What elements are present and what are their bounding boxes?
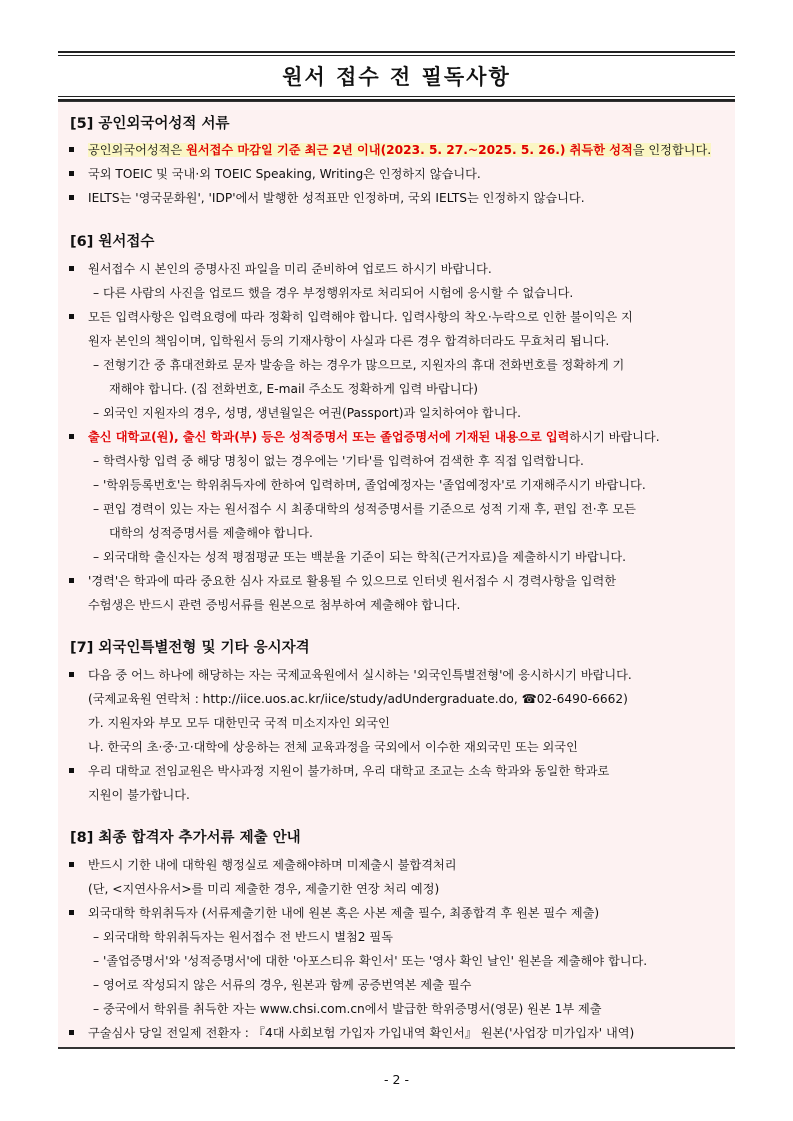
s5-line-2: 국외 TOEIC 및 국내·외 TOEIC Speaking, Writing은 인정하지 않습니다. (88, 167, 481, 181)
s7-line-3: 가. 지원자와 부모 모두 대한민국 국적 미소지자인 외국인 (88, 716, 390, 730)
s6-line-10: – '학위등록번호'는 학위취득자에 한하여 입력하며, 졸업예정자는 '졸업예정자'로 기재해주시기 바랍니다. (93, 478, 646, 492)
bullet-icon (69, 147, 74, 152)
bullet-icon (69, 672, 74, 677)
s7-line-6: 지원이 불가합니다. (88, 788, 190, 802)
s7-line-2: (국제교육원 연락처 : http://iice.uos.ac.kr/iice/study/adUndergraduate.do, ☎02-6490-6662) (88, 692, 628, 706)
section-7-heading: [7] 외국인특별전형 및 기타 응시자격 (70, 640, 310, 656)
s6-line-13: – 외국대학 출신자는 성적 평점평균 또는 백분율 기준이 되는 학칙(근거자료)을 제출하시기 바랍니다. (93, 550, 627, 564)
s6-line-6: 재해야 합니다. (집 전화번호, E-mail 주소도 정확하게 입력 바랍니다) (109, 382, 479, 396)
s5-line-1: 공인외국어성적은 원서접수 마감일 기준 최근 2년 이내(2023. 5. 27.~2025. 5. 26.) 취득한 성적을 인정합니다. (88, 143, 712, 157)
s6-line-12: 대학의 성적증명서를 제출해야 합니다. (109, 526, 313, 540)
bullet-icon (69, 768, 74, 773)
s6-line-1: 원서접수 시 본인의 증명사진 파일을 미리 준비하여 업로드 하시기 바랍니다. (88, 262, 492, 276)
s8-line-8: 구술심사 당일 전일제 전환자 : 『4대 사회보험 가입자 가입내역 확인서』 원본('사업장 미가입자' 내역) (88, 1026, 635, 1040)
s8-line-3: 외국대학 학위취득자 (서류제출기한 내에 원본 혹은 사본 제출 필수, 최종합격 후 원본 필수 제출) (88, 906, 600, 920)
s6-line-14: '경력'은 학과에 따라 중요한 심사 자료로 활용될 수 있으므로 인터넷 원서접수 시 경력사항을 입력한 (88, 574, 616, 588)
bullet-icon (69, 578, 74, 583)
bullet-icon (69, 171, 74, 176)
bullet-icon (69, 1030, 74, 1035)
s8-line-5: – '졸업증명서'와 '성적증명서'에 대한 '아포스티유 확인서' 또는 '영사 확인 날인' 원본을 제출해야 합니다. (93, 954, 648, 968)
bullet-icon (69, 266, 74, 271)
page-title: 원서 접수 전 필독사항 (58, 55, 735, 97)
s8-line-4: – 외국대학 학위취득자는 원서접수 전 반드시 별첨2 필독 (93, 930, 393, 944)
s6-line-8: 출신 대학교(원), 출신 학과(부) 등은 성적증명서 또는 졸업증명서에 기재된 내용으로 입력하시기 바랍니다. (88, 430, 660, 444)
s6-line-4: 원자 본인의 책임이며, 입학원서 등의 기재사항이 사실과 다른 경우 합격하더라도 무효처리 됩니다. (88, 334, 610, 348)
bullet-icon (69, 314, 74, 319)
s5-line-3: IELTS는 '영국문화원', 'IDP'에서 발행한 성적표만 인정하며, 국외 IELTS는 인정하지 않습니다. (88, 191, 585, 205)
title-box (58, 51, 735, 101)
section-5-heading: [5] 공인외국어성적 서류 (70, 116, 230, 132)
s7-line-4: 나. 한국의 초·중·고·대학에 상응하는 전체 교육과정을 국외에서 이수한 재외국민 또는 외국인 (88, 740, 578, 754)
bullet-icon (69, 434, 74, 439)
section-8-heading: [8] 최종 합격자 추가서류 제출 안내 (70, 830, 301, 846)
s8-line-7: – 중국에서 학위를 취득한 자는 www.chsi.com.cn에서 발급한 학위증명서(영문) 원본 1부 제출 (93, 1002, 602, 1016)
bullet-icon (69, 910, 74, 915)
s6-line-7: – 외국인 지원자의 경우, 성명, 생년월일은 여권(Passport)과 일치하여야 합니다. (93, 406, 522, 420)
bullet-icon (69, 195, 74, 200)
bullet-icon (69, 862, 74, 867)
s8-line-1: 반드시 기한 내에 대학원 행정실로 제출해야하며 미제출시 불합격처리 (88, 858, 457, 872)
s7-line-5: 우리 대학교 전임교원은 박사과정 지원이 불가하며, 우리 대학교 조교는 소속 학과와 동일한 학과로 (88, 764, 610, 778)
page-number: - 2 - (384, 1072, 409, 1087)
s6-line-3: 모든 입력사항은 입력요령에 따라 정확히 입력해야 합니다. 입력사항의 착오·누락으로 인한 불이익은 지 (88, 310, 633, 324)
s7-line-1: 다음 중 어느 하나에 해당하는 자는 국제교육원에서 실시하는 '외국인특별전형'에 응시하시기 바랍니다. (88, 668, 632, 682)
section-6-heading: [6] 원서접수 (70, 234, 155, 250)
s8-line-6: – 영어로 작성되지 않은 서류의 경우, 원본과 함께 공증번역본 제출 필수 (93, 978, 472, 992)
s8-line-2: (단, <지연사유서>를 미리 제출한 경우, 제출기한 연장 처리 예정) (88, 882, 440, 896)
s6-line-5: – 전형기간 중 휴대전화로 문자 발송을 하는 경우가 많으므로, 지원자의 휴대 전화번호를 정확하게 기 (93, 358, 625, 372)
s6-line-9: – 학력사항 입력 중 해당 명칭이 없는 경우에는 '기타'를 입력하여 검색한 후 직접 입력합니다. (93, 454, 584, 468)
s6-line-2: – 다른 사람의 사진을 업로드 했을 경우 부정행위자로 처리되어 시험에 응시할 수 없습니다. (93, 286, 574, 300)
s6-line-15: 수험생은 반드시 관련 증빙서류를 원본으로 첨부하여 제출해야 합니다. (88, 598, 461, 612)
s6-line-11: – 편입 경력이 있는 자는 원서접수 시 최종대학의 성적증명서를 기준으로 성적 기재 후, 편입 전·후 모든 (93, 502, 636, 516)
